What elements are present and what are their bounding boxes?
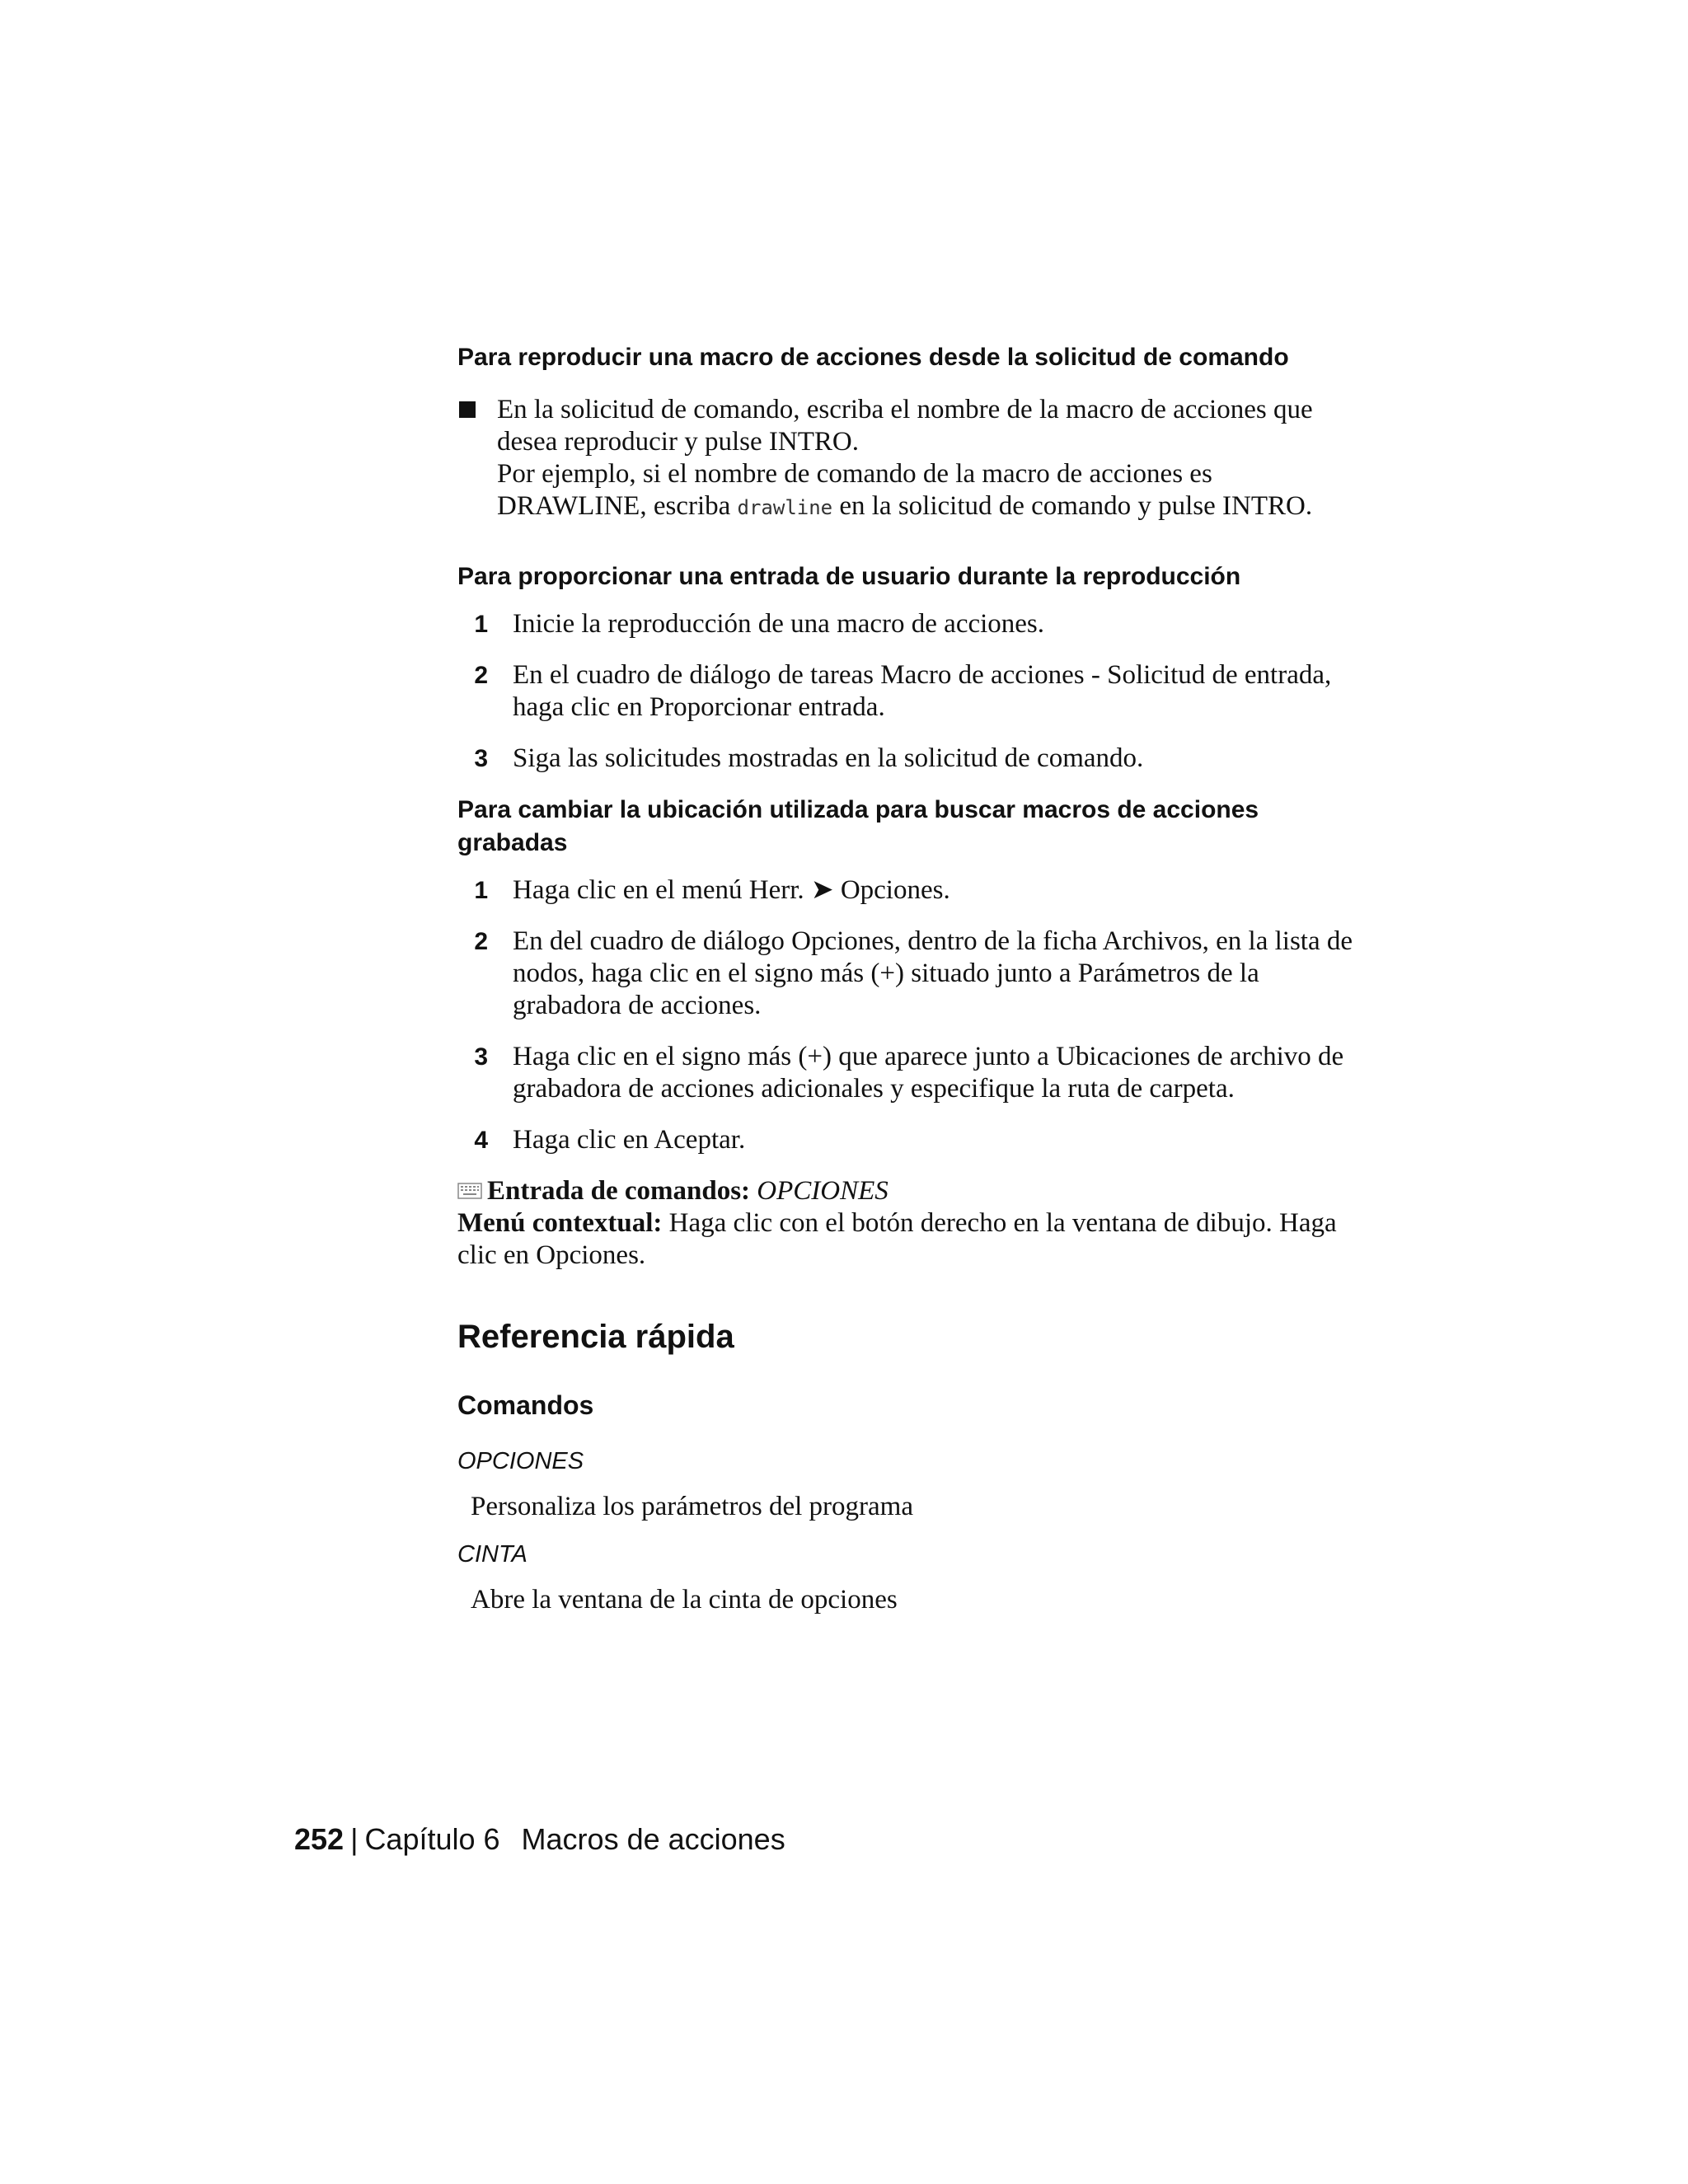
footer-separator: |	[350, 1822, 359, 1856]
chapter-title: Macros de acciones	[521, 1822, 785, 1856]
procedure-title-change-location: Para cambiar la ubicación utilizada para buscar macros de acciones grabadas	[457, 796, 1259, 856]
step-item	[457, 926, 1356, 1022]
step-number: 1	[474, 611, 488, 638]
command-name: OPCIONES	[457, 1448, 584, 1474]
context-menu-text: Haga clic con el botón derecho en la ventana de dibujo. Haga clic en Opciones.	[457, 1208, 1337, 1270]
steps-user-input	[457, 608, 1356, 775]
command-description: Personaliza los parámetros del programa	[471, 1492, 913, 1521]
bullet-line-1: En la solicitud de comando, escriba el nombre de la macro de acciones que desea reproducir y pulse INTRO.	[497, 395, 1313, 457]
command-description: Abre la ventana de la cinta de opciones	[471, 1585, 898, 1615]
step-number: 1	[474, 877, 488, 904]
bullet-text	[497, 394, 1356, 524]
step-text: Siga las solicitudes mostradas en la solicitud de comando.	[513, 743, 1144, 773]
page-footer	[294, 1821, 785, 1858]
command-entry-label: Entrada de comandos:	[487, 1176, 751, 1206]
code-drawline: drawline	[737, 496, 833, 519]
command-name: CINTA	[457, 1541, 528, 1568]
step-item	[457, 874, 1356, 907]
step-item	[457, 1041, 1356, 1105]
step-item	[457, 743, 1356, 775]
bullet-line-2-after: en la solicitud de comando y pulse INTRO.	[832, 491, 1313, 521]
step-text: En del cuadro de diálogo Opciones, dentro de la ficha Archivos, en la lista de nodos, haga clic en el signo más (+) situado junto a Parámetros de la grabadora de acciones.	[513, 926, 1353, 1020]
page-content	[457, 341, 1356, 1616]
command-entry-value: OPCIONES	[757, 1176, 889, 1206]
step-number: 2	[474, 928, 488, 955]
step-text: Inicie la reproducción de una macro de acciones.	[513, 609, 1045, 639]
page-number: 252	[294, 1822, 345, 1856]
step-number: 4	[474, 1127, 488, 1154]
procedure-title-user-input: Para proporcionar una entrada de usuario durante la reproducción	[457, 563, 1241, 590]
bullet-line-2-before: Por ejemplo, si el nombre de comando de la macro de acciones es DRAWLINE, escriba	[497, 459, 1212, 521]
command-entry-line	[457, 1175, 1356, 1207]
chapter-label: Capítulo 6	[364, 1822, 500, 1856]
square-bullet-icon	[457, 394, 497, 524]
commands-subheading: Comandos	[457, 1390, 594, 1420]
step-number: 3	[474, 745, 488, 772]
context-menu-line	[457, 1207, 1356, 1272]
quick-reference-heading: Referencia rápida	[457, 1319, 734, 1355]
steps-change-location	[457, 874, 1356, 1156]
command-entry-block	[457, 1175, 1356, 1272]
step-number: 2	[474, 662, 488, 689]
step-text: Haga clic en el signo más (+) que aparece junto a Ubicaciones de archivo de grabadora de acciones adicionales y especifique la ruta de carpeta.	[513, 1042, 1344, 1104]
step-number: 3	[474, 1043, 488, 1071]
context-menu-label: Menú contextual:	[457, 1208, 663, 1238]
step-text: Haga clic en el menú Herr. ➤ Opciones.	[513, 875, 950, 905]
step-item	[457, 1124, 1356, 1156]
step-item	[457, 608, 1356, 640]
step-text: Haga clic en Aceptar.	[513, 1125, 746, 1155]
bullet-item	[457, 394, 1356, 524]
step-text: En el cuadro de diálogo de tareas Macro de acciones - Solicitud de entrada, haga clic en Proporcionar entrada.	[513, 660, 1332, 722]
procedure-title-playback: Para reproducir una macro de acciones desde la solicitud de comando	[457, 344, 1289, 371]
keyboard-icon	[457, 1181, 482, 1201]
step-item	[457, 659, 1356, 724]
